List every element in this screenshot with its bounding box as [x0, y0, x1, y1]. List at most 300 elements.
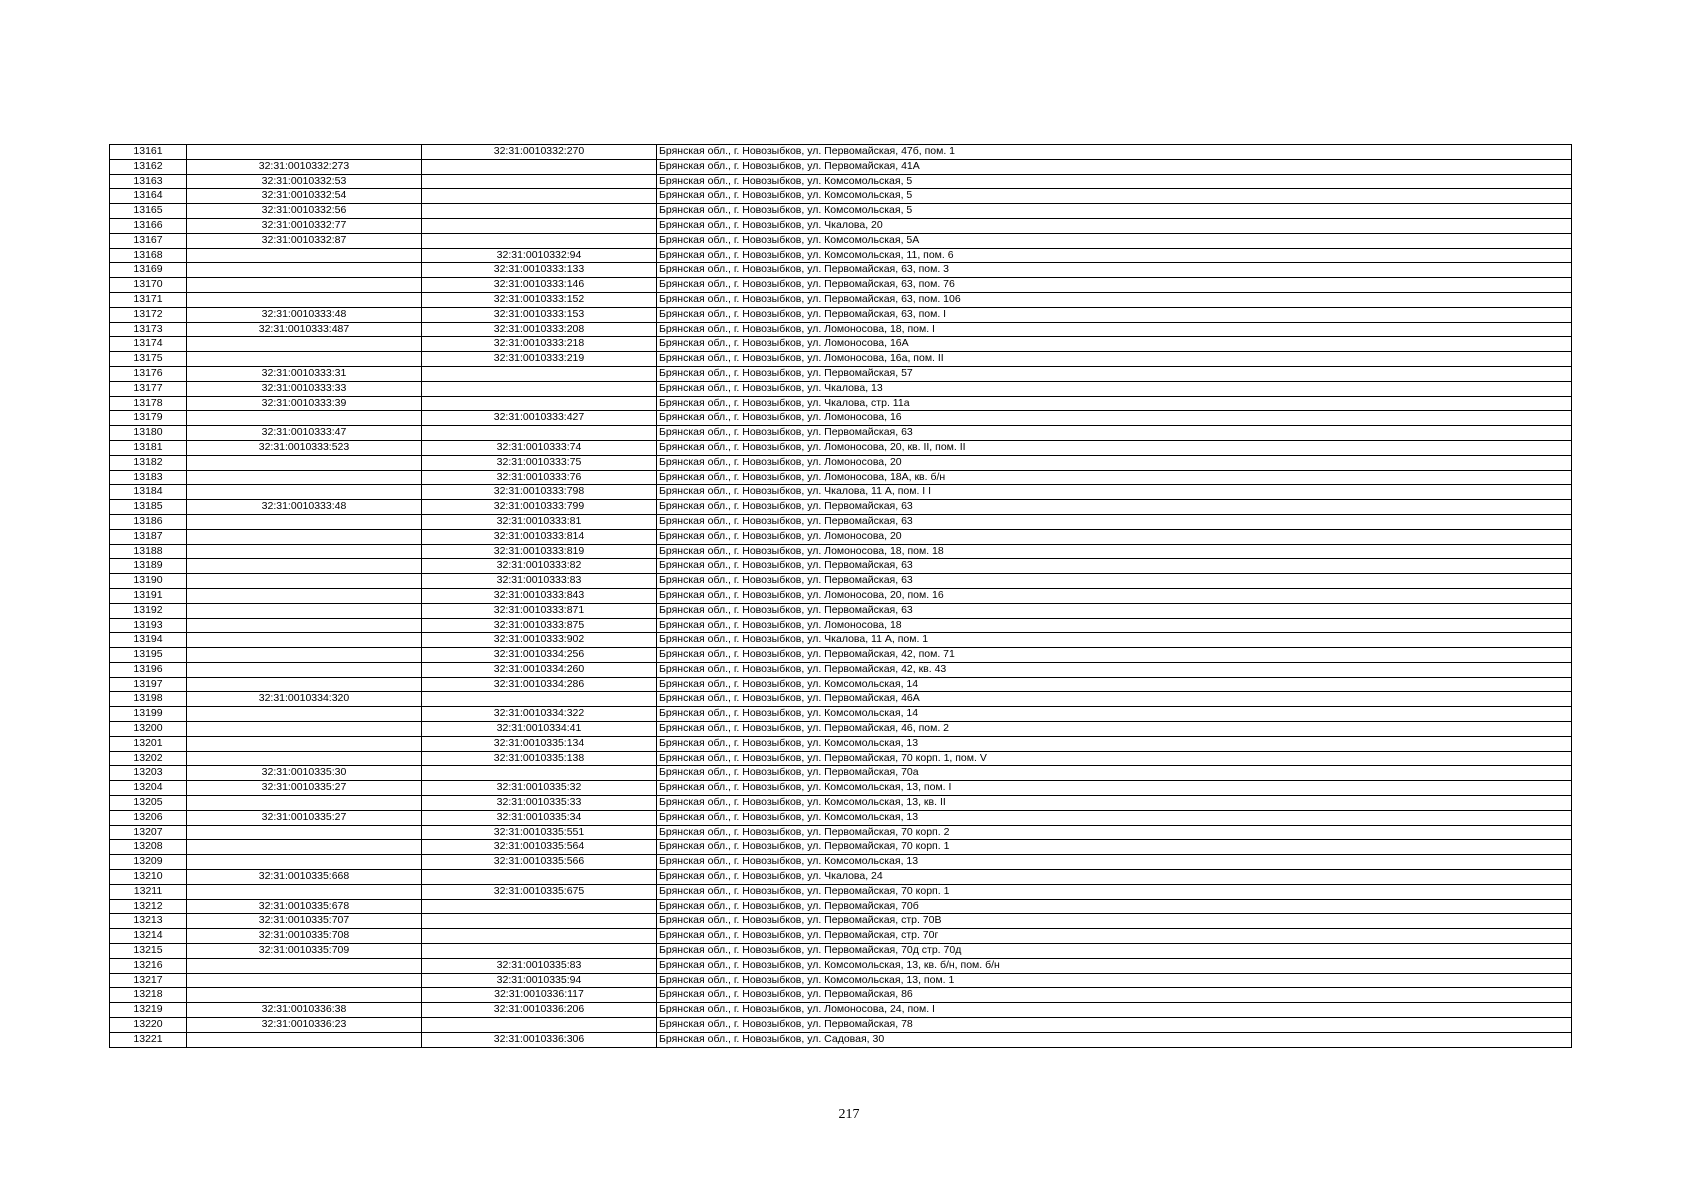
table-row	[110, 648, 1572, 663]
address-cell: Брянская обл., г. Новозыбков, ул. Первомайская, 42, кв. 43	[657, 662, 1572, 677]
address-cell: Брянская обл., г. Новозыбков, ул. Ломоносова, 20, пом. 16	[657, 588, 1572, 603]
table-row	[110, 722, 1572, 737]
address-cell: Брянская обл., г. Новозыбков, ул. Комсомольская, 5	[657, 204, 1572, 219]
cadastral-number-cell	[187, 263, 422, 278]
table-row	[110, 455, 1572, 470]
table-row	[110, 322, 1572, 337]
address-cell: Брянская обл., г. Новозыбков, ул. Первомайская, 63	[657, 514, 1572, 529]
row-number-cell: 13210	[110, 870, 187, 885]
premises-cadastral-number-cell: 32:31:0010333:814	[422, 529, 657, 544]
cadastral-number-cell	[187, 751, 422, 766]
cadastral-number-cell: 32:31:0010333:487	[187, 322, 422, 337]
premises-cadastral-number-cell: 32:31:0010334:260	[422, 662, 657, 677]
row-number-cell: 13180	[110, 426, 187, 441]
premises-cadastral-number-cell: 32:31:0010335:34	[422, 810, 657, 825]
table-row	[110, 1018, 1572, 1033]
table-row	[110, 707, 1572, 722]
cadastral-number-cell: 32:31:0010333:48	[187, 307, 422, 322]
table-row	[110, 426, 1572, 441]
row-number-cell: 13215	[110, 944, 187, 959]
cadastral-number-cell: 32:31:0010332:77	[187, 218, 422, 233]
address-cell: Брянская обл., г. Новозыбков, ул. Первомайская, 46А	[657, 692, 1572, 707]
cadastral-number-cell: 32:31:0010332:54	[187, 189, 422, 204]
premises-cadastral-number-cell	[422, 899, 657, 914]
row-number-cell: 13183	[110, 470, 187, 485]
address-cell: Брянская обл., г. Новозыбков, ул. Ломоносова, 20	[657, 455, 1572, 470]
row-number-cell: 13192	[110, 603, 187, 618]
address-cell: Брянская обл., г. Новозыбков, ул. Комсомольская, 13	[657, 810, 1572, 825]
premises-cadastral-number-cell	[422, 204, 657, 219]
address-cell: Брянская обл., г. Новозыбков, ул. Ломоносова, 16а, пом. II	[657, 352, 1572, 367]
row-number-cell: 13205	[110, 796, 187, 811]
table-row	[110, 825, 1572, 840]
table-row	[110, 884, 1572, 899]
row-number-cell: 13184	[110, 485, 187, 500]
cadastral-number-cell	[187, 855, 422, 870]
row-number-cell: 13190	[110, 574, 187, 589]
cadastral-number-cell: 32:31:0010333:523	[187, 440, 422, 455]
table-row	[110, 588, 1572, 603]
premises-cadastral-number-cell: 32:31:0010333:799	[422, 500, 657, 515]
row-number-cell: 13201	[110, 736, 187, 751]
table-row	[110, 870, 1572, 885]
table-row	[110, 145, 1572, 160]
address-cell: Брянская обл., г. Новозыбков, ул. Ломоносова, 24, пом. I	[657, 1003, 1572, 1018]
address-cell: Брянская обл., г. Новозыбков, ул. Первомайская, 63, пом. 76	[657, 278, 1572, 293]
address-cell: Брянская обл., г. Новозыбков, ул. Чкалова, 11 А, пом. I I	[657, 485, 1572, 500]
cadastral-number-cell	[187, 840, 422, 855]
row-number-cell: 13178	[110, 396, 187, 411]
premises-cadastral-number-cell: 32:31:0010333:843	[422, 588, 657, 603]
cadastral-number-cell: 32:31:0010332:56	[187, 204, 422, 219]
cadastral-number-cell	[187, 796, 422, 811]
cadastral-number-cell	[187, 707, 422, 722]
page-number: 217	[838, 1107, 860, 1122]
table-row	[110, 352, 1572, 367]
cadastral-number-cell	[187, 662, 422, 677]
cadastral-number-cell: 32:31:0010335:27	[187, 810, 422, 825]
address-cell: Брянская обл., г. Новозыбков, ул. Комсомольская, 13	[657, 736, 1572, 751]
cadastral-number-cell	[187, 722, 422, 737]
row-number-cell: 13204	[110, 781, 187, 796]
row-number-cell: 13161	[110, 145, 187, 160]
row-number-cell: 13197	[110, 677, 187, 692]
premises-cadastral-number-cell	[422, 766, 657, 781]
row-number-cell: 13174	[110, 337, 187, 352]
cadastral-number-cell	[187, 514, 422, 529]
row-number-cell: 13209	[110, 855, 187, 870]
cadastral-number-cell	[187, 544, 422, 559]
row-number-cell: 13217	[110, 973, 187, 988]
premises-cadastral-number-cell: 32:31:0010335:32	[422, 781, 657, 796]
row-number-cell: 13171	[110, 292, 187, 307]
premises-cadastral-number-cell: 32:31:0010334:286	[422, 677, 657, 692]
cadastral-number-cell	[187, 559, 422, 574]
table-row	[110, 411, 1572, 426]
address-cell: Брянская обл., г. Новозыбков, ул. Комсомольская, 13, пом. I	[657, 781, 1572, 796]
table-row	[110, 929, 1572, 944]
premises-cadastral-number-cell: 32:31:0010333:218	[422, 337, 657, 352]
row-number-cell: 13169	[110, 263, 187, 278]
cadastral-number-cell	[187, 677, 422, 692]
cadastral-number-cell: 32:31:0010333:31	[187, 366, 422, 381]
row-number-cell: 13162	[110, 159, 187, 174]
table-row	[110, 766, 1572, 781]
row-number-cell: 13221	[110, 1032, 187, 1047]
cadastral-number-cell	[187, 470, 422, 485]
table-row	[110, 692, 1572, 707]
cadastral-number-cell	[187, 588, 422, 603]
row-number-cell: 13179	[110, 411, 187, 426]
table-row	[110, 381, 1572, 396]
cadastral-number-cell: 32:31:0010333:33	[187, 381, 422, 396]
table-row	[110, 855, 1572, 870]
row-number-cell: 13181	[110, 440, 187, 455]
address-cell: Брянская обл., г. Новозыбков, ул. Комсомольская, 11, пом. 6	[657, 248, 1572, 263]
table-row	[110, 574, 1572, 589]
table-body	[110, 145, 1572, 1048]
premises-cadastral-number-cell	[422, 366, 657, 381]
premises-cadastral-number-cell: 32:31:0010332:94	[422, 248, 657, 263]
cadastral-number-cell	[187, 825, 422, 840]
premises-cadastral-number-cell: 32:31:0010333:902	[422, 633, 657, 648]
premises-cadastral-number-cell	[422, 381, 657, 396]
premises-cadastral-number-cell	[422, 426, 657, 441]
cadastral-number-cell	[187, 485, 422, 500]
premises-cadastral-number-cell	[422, 189, 657, 204]
table-row	[110, 292, 1572, 307]
table-row	[110, 677, 1572, 692]
table-row	[110, 307, 1572, 322]
table-row	[110, 263, 1572, 278]
cadastral-table	[109, 144, 1572, 1048]
table-row	[110, 485, 1572, 500]
premises-cadastral-number-cell: 32:31:0010333:875	[422, 618, 657, 633]
premises-cadastral-number-cell: 32:31:0010335:134	[422, 736, 657, 751]
address-cell: Брянская обл., г. Новозыбков, ул. Комсомольская, 13, кв. II	[657, 796, 1572, 811]
premises-cadastral-number-cell: 32:31:0010333:798	[422, 485, 657, 500]
premises-cadastral-number-cell: 32:31:0010336:206	[422, 1003, 657, 1018]
cadastral-number-cell	[187, 292, 422, 307]
cadastral-number-cell	[187, 1032, 422, 1047]
premises-cadastral-number-cell: 32:31:0010333:871	[422, 603, 657, 618]
premises-cadastral-number-cell: 32:31:0010333:152	[422, 292, 657, 307]
row-number-cell: 13206	[110, 810, 187, 825]
row-number-cell: 13196	[110, 662, 187, 677]
table-row	[110, 218, 1572, 233]
cadastral-number-cell: 32:31:0010333:47	[187, 426, 422, 441]
table-row	[110, 618, 1572, 633]
premises-cadastral-number-cell	[422, 870, 657, 885]
cadastral-number-cell	[187, 352, 422, 367]
premises-cadastral-number-cell	[422, 218, 657, 233]
row-number-cell: 13202	[110, 751, 187, 766]
premises-cadastral-number-cell: 32:31:0010333:83	[422, 574, 657, 589]
cadastral-number-cell	[187, 736, 422, 751]
address-cell: Брянская обл., г. Новозыбков, ул. Садовая, 30	[657, 1032, 1572, 1047]
row-number-cell: 13207	[110, 825, 187, 840]
row-number-cell: 13176	[110, 366, 187, 381]
premises-cadastral-number-cell: 32:31:0010333:146	[422, 278, 657, 293]
premises-cadastral-number-cell: 32:31:0010334:256	[422, 648, 657, 663]
table-row	[110, 810, 1572, 825]
row-number-cell: 13172	[110, 307, 187, 322]
address-cell: Брянская обл., г. Новозыбков, ул. Первомайская, 63	[657, 426, 1572, 441]
address-cell: Брянская обл., г. Новозыбков, ул. Ломоносова, 16	[657, 411, 1572, 426]
address-cell: Брянская обл., г. Новозыбков, ул. Комсомольская, 5	[657, 174, 1572, 189]
table-row	[110, 500, 1572, 515]
premises-cadastral-number-cell: 32:31:0010335:564	[422, 840, 657, 855]
cadastral-number-cell	[187, 248, 422, 263]
cadastral-number-cell: 32:31:0010335:27	[187, 781, 422, 796]
table-row	[110, 781, 1572, 796]
row-number-cell: 13194	[110, 633, 187, 648]
row-number-cell: 13216	[110, 958, 187, 973]
table-row	[110, 633, 1572, 648]
address-cell: Брянская обл., г. Новозыбков, ул. Ломоносова, 18	[657, 618, 1572, 633]
cadastral-number-cell	[187, 648, 422, 663]
address-cell: Брянская обл., г. Новозыбков, ул. Первомайская, 63	[657, 574, 1572, 589]
row-number-cell: 13203	[110, 766, 187, 781]
address-cell: Брянская обл., г. Новозыбков, ул. Комсомольская, 14	[657, 707, 1572, 722]
table-row	[110, 204, 1572, 219]
table-row	[110, 470, 1572, 485]
table-row	[110, 278, 1572, 293]
table-row	[110, 337, 1572, 352]
address-cell: Брянская обл., г. Новозыбков, ул. Комсомольская, 13	[657, 855, 1572, 870]
row-number-cell: 13164	[110, 189, 187, 204]
table-row	[110, 1032, 1572, 1047]
row-number-cell: 13200	[110, 722, 187, 737]
row-number-cell: 13189	[110, 559, 187, 574]
cadastral-number-cell: 32:31:0010336:38	[187, 1003, 422, 1018]
address-cell: Брянская обл., г. Новозыбков, ул. Первомайская, 70 корп. 2	[657, 825, 1572, 840]
row-number-cell: 13168	[110, 248, 187, 263]
premises-cadastral-number-cell: 32:31:0010333:427	[422, 411, 657, 426]
row-number-cell: 13166	[110, 218, 187, 233]
premises-cadastral-number-cell: 32:31:0010335:675	[422, 884, 657, 899]
cadastral-number-cell	[187, 337, 422, 352]
table-row	[110, 396, 1572, 411]
premises-cadastral-number-cell: 32:31:0010333:208	[422, 322, 657, 337]
premises-cadastral-number-cell	[422, 944, 657, 959]
row-number-cell: 13191	[110, 588, 187, 603]
table-row	[110, 189, 1572, 204]
table-row	[110, 248, 1572, 263]
premises-cadastral-number-cell	[422, 1018, 657, 1033]
address-cell: Брянская обл., г. Новозыбков, ул. Первомайская, 86	[657, 988, 1572, 1003]
row-number-cell: 13170	[110, 278, 187, 293]
cadastral-number-cell	[187, 973, 422, 988]
premises-cadastral-number-cell	[422, 914, 657, 929]
address-cell: Брянская обл., г. Новозыбков, ул. Первомайская, 63, пом. 106	[657, 292, 1572, 307]
address-cell: Брянская обл., г. Новозыбков, ул. Чкалова, 24	[657, 870, 1572, 885]
cadastral-number-cell	[187, 884, 422, 899]
premises-cadastral-number-cell: 32:31:0010336:117	[422, 988, 657, 1003]
table-row	[110, 736, 1572, 751]
cadastral-number-cell	[187, 958, 422, 973]
address-cell: Брянская обл., г. Новозыбков, ул. Комсомольская, 14	[657, 677, 1572, 692]
cadastral-number-cell: 32:31:0010332:87	[187, 233, 422, 248]
cadastral-number-cell: 32:31:0010332:53	[187, 174, 422, 189]
table-row	[110, 899, 1572, 914]
cadastral-number-cell	[187, 278, 422, 293]
address-cell: Брянская обл., г. Новозыбков, ул. Ломоносова, 16А	[657, 337, 1572, 352]
premises-cadastral-number-cell: 32:31:0010333:133	[422, 263, 657, 278]
premises-cadastral-number-cell: 32:31:0010335:566	[422, 855, 657, 870]
row-number-cell: 13218	[110, 988, 187, 1003]
table-row	[110, 662, 1572, 677]
row-number-cell: 13182	[110, 455, 187, 470]
table-row	[110, 514, 1572, 529]
row-number-cell: 13193	[110, 618, 187, 633]
premises-cadastral-number-cell: 32:31:0010333:75	[422, 455, 657, 470]
address-cell: Брянская обл., г. Новозыбков, ул. Первомайская, 42, пом. 71	[657, 648, 1572, 663]
row-number-cell: 13208	[110, 840, 187, 855]
premises-cadastral-number-cell: 32:31:0010333:82	[422, 559, 657, 574]
row-number-cell: 13177	[110, 381, 187, 396]
cadastral-number-cell: 32:31:0010334:320	[187, 692, 422, 707]
premises-cadastral-number-cell: 32:31:0010333:819	[422, 544, 657, 559]
table-row	[110, 796, 1572, 811]
cadastral-number-cell: 32:31:0010333:48	[187, 500, 422, 515]
address-cell: Брянская обл., г. Новозыбков, ул. Первомайская, 70а	[657, 766, 1572, 781]
premises-cadastral-number-cell: 32:31:0010333:81	[422, 514, 657, 529]
table-row	[110, 914, 1572, 929]
address-cell: Брянская обл., г. Новозыбков, ул. Первомайская, 63, пом. 3	[657, 263, 1572, 278]
row-number-cell: 13167	[110, 233, 187, 248]
row-number-cell: 13219	[110, 1003, 187, 1018]
address-cell: Брянская обл., г. Новозыбков, ул. Чкалова, 13	[657, 381, 1572, 396]
table-row	[110, 603, 1572, 618]
table-row	[110, 1003, 1572, 1018]
table-row	[110, 840, 1572, 855]
row-number-cell: 13173	[110, 322, 187, 337]
cadastral-number-cell	[187, 633, 422, 648]
premises-cadastral-number-cell: 32:31:0010333:219	[422, 352, 657, 367]
address-cell: Брянская обл., г. Новозыбков, ул. Первомайская, 47б, пом. 1	[657, 145, 1572, 160]
address-cell: Брянская обл., г. Новозыбков, ул. Комсомольская, 13, пом. 1	[657, 973, 1572, 988]
cadastral-number-cell	[187, 618, 422, 633]
address-cell: Брянская обл., г. Новозыбков, ул. Первомайская, 41А	[657, 159, 1572, 174]
cadastral-number-cell	[187, 145, 422, 160]
table-row	[110, 944, 1572, 959]
address-cell: Брянская обл., г. Новозыбков, ул. Ломоносова, 18А, кв. б/н	[657, 470, 1572, 485]
premises-cadastral-number-cell	[422, 159, 657, 174]
row-number-cell: 13185	[110, 500, 187, 515]
premises-cadastral-number-cell	[422, 233, 657, 248]
address-cell: Брянская обл., г. Новозыбков, ул. Первомайская, 63	[657, 500, 1572, 515]
address-cell: Брянская обл., г. Новозыбков, ул. Чкалова, стр. 11а	[657, 396, 1572, 411]
premises-cadastral-number-cell: 32:31:0010336:306	[422, 1032, 657, 1047]
address-cell: Брянская обл., г. Новозыбков, ул. Ломоносова, 18, пом. I	[657, 322, 1572, 337]
row-number-cell: 13188	[110, 544, 187, 559]
cadastral-number-cell: 32:31:0010335:30	[187, 766, 422, 781]
cadastral-number-cell	[187, 455, 422, 470]
address-cell: Брянская обл., г. Новозыбков, ул. Первомайская, 63	[657, 559, 1572, 574]
table-row	[110, 529, 1572, 544]
cadastral-number-cell	[187, 988, 422, 1003]
cadastral-number-cell	[187, 529, 422, 544]
cadastral-number-cell: 32:31:0010335:668	[187, 870, 422, 885]
premises-cadastral-number-cell	[422, 174, 657, 189]
address-cell: Брянская обл., г. Новозыбков, ул. Ломоносова, 20	[657, 529, 1572, 544]
address-cell: Брянская обл., г. Новозыбков, ул. Первомайская, 70 корп. 1	[657, 840, 1572, 855]
cadastral-number-cell: 32:31:0010336:23	[187, 1018, 422, 1033]
premises-cadastral-number-cell: 32:31:0010332:270	[422, 145, 657, 160]
table-row	[110, 159, 1572, 174]
address-cell: Брянская обл., г. Новозыбков, ул. Комсомольская, 13, кв. б/н, пом. б/н	[657, 958, 1572, 973]
cadastral-number-cell: 32:31:0010335:678	[187, 899, 422, 914]
cadastral-number-cell: 32:31:0010335:707	[187, 914, 422, 929]
address-cell: Брянская обл., г. Новозыбков, ул. Первомайская, стр. 70г	[657, 929, 1572, 944]
cadastral-number-cell: 32:31:0010335:709	[187, 944, 422, 959]
address-cell: Брянская обл., г. Новозыбков, ул. Первомайская, 63	[657, 603, 1572, 618]
address-cell: Брянская обл., г. Новозыбков, ул. Первомайская, 70 корп. 1	[657, 884, 1572, 899]
premises-cadastral-number-cell: 32:31:0010335:551	[422, 825, 657, 840]
table-row	[110, 958, 1572, 973]
cadastral-number-cell: 32:31:0010332:273	[187, 159, 422, 174]
cadastral-number-cell	[187, 603, 422, 618]
premises-cadastral-number-cell: 32:31:0010333:74	[422, 440, 657, 455]
premises-cadastral-number-cell: 32:31:0010335:33	[422, 796, 657, 811]
address-cell: Брянская обл., г. Новозыбков, ул. Первомайская, 78	[657, 1018, 1572, 1033]
row-number-cell: 13214	[110, 929, 187, 944]
premises-cadastral-number-cell	[422, 929, 657, 944]
premises-cadastral-number-cell: 32:31:0010335:138	[422, 751, 657, 766]
address-cell: Брянская обл., г. Новозыбков, ул. Первомайская, 46, пом. 2	[657, 722, 1572, 737]
table-row	[110, 973, 1572, 988]
table-row	[110, 366, 1572, 381]
premises-cadastral-number-cell: 32:31:0010334:322	[422, 707, 657, 722]
table-row	[110, 440, 1572, 455]
table-row	[110, 233, 1572, 248]
premises-cadastral-number-cell: 32:31:0010335:83	[422, 958, 657, 973]
address-cell: Брянская обл., г. Новозыбков, ул. Первомайская, 57	[657, 366, 1572, 381]
row-number-cell: 13195	[110, 648, 187, 663]
table-row	[110, 751, 1572, 766]
cadastral-number-cell	[187, 411, 422, 426]
row-number-cell: 13175	[110, 352, 187, 367]
table-row	[110, 544, 1572, 559]
cadastral-number-cell	[187, 574, 422, 589]
premises-cadastral-number-cell: 32:31:0010334:41	[422, 722, 657, 737]
table-row	[110, 559, 1572, 574]
row-number-cell: 13213	[110, 914, 187, 929]
address-cell: Брянская обл., г. Новозыбков, ул. Ломоносова, 18, пом. 18	[657, 544, 1572, 559]
address-cell: Брянская обл., г. Новозыбков, ул. Чкалова, 11 А, пом. 1	[657, 633, 1572, 648]
address-cell: Брянская обл., г. Новозыбков, ул. Чкалова, 20	[657, 218, 1572, 233]
table-row	[110, 174, 1572, 189]
address-cell: Брянская обл., г. Новозыбков, ул. Комсомольская, 5	[657, 189, 1572, 204]
premises-cadastral-number-cell: 32:31:0010333:76	[422, 470, 657, 485]
address-cell: Брянская обл., г. Новозыбков, ул. Первомайская, стр. 70В	[657, 914, 1572, 929]
row-number-cell: 13163	[110, 174, 187, 189]
row-number-cell: 13212	[110, 899, 187, 914]
row-number-cell: 13220	[110, 1018, 187, 1033]
premises-cadastral-number-cell: 32:31:0010335:94	[422, 973, 657, 988]
address-cell: Брянская обл., г. Новозыбков, ул. Первомайская, 70 корп. 1, пом. V	[657, 751, 1572, 766]
row-number-cell: 13187	[110, 529, 187, 544]
address-cell: Брянская обл., г. Новозыбков, ул. Первомайская, 70д стр. 70д	[657, 944, 1572, 959]
address-cell: Брянская обл., г. Новозыбков, ул. Первомайская, 70б	[657, 899, 1572, 914]
premises-cadastral-number-cell	[422, 692, 657, 707]
row-number-cell: 13165	[110, 204, 187, 219]
address-cell: Брянская обл., г. Новозыбков, ул. Ломоносова, 20, кв. II, пом. II	[657, 440, 1572, 455]
row-number-cell: 13211	[110, 884, 187, 899]
row-number-cell: 13186	[110, 514, 187, 529]
premises-cadastral-number-cell	[422, 396, 657, 411]
